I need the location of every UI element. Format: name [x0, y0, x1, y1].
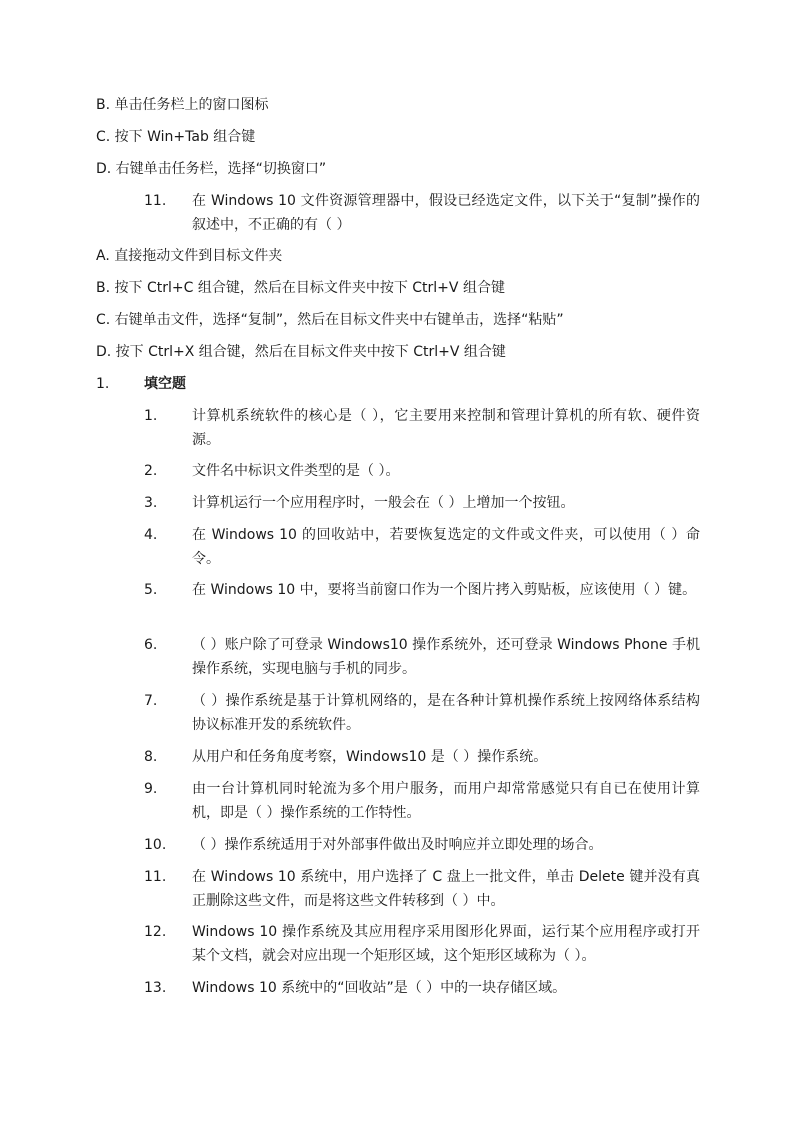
option-c-prev: C. 按下 Win+Tab 组合键: [96, 129, 256, 145]
fill-item-text: 文件名中标识文件类型的是（ ）。: [192, 463, 400, 479]
fill-item-text: 从用户和任务角度考察，Windows10 是（ ）操作系统。: [192, 749, 548, 765]
fill-item-text: 在 Windows 10 中，要将当前窗口作为一个图片拷入剪贴板，应该使用（ ）键。: [192, 582, 697, 598]
section-number: 1.: [96, 376, 110, 392]
option-d: D. 按下 Ctrl+X 组合键，然后在目标文件夹中按下 Ctrl+V 组合键: [96, 344, 506, 360]
option-d-prev: D. 右键单击任务栏，选择“切换窗口”: [96, 161, 327, 177]
fill-item-number: 13.: [144, 980, 167, 996]
fill-item-number: 12.: [144, 924, 167, 940]
fill-item-text: （ ）操作系统是基于计算机网络的，是在各种计算机操作系统上按网络体系结构协议标准开发的系统软件。: [192, 693, 700, 733]
fill-item-number: 9.: [144, 781, 158, 797]
fill-item-text: Windows 10 系统中的“回收站”是（ ）中的一块存储区域。: [192, 980, 567, 996]
fill-item-text: 在 Windows 10 系统中，用户选择了 C 盘上一批文件，单击 Delete 键并没有真正删除这些文件，而是将这些文件转移到（ ）中。: [192, 869, 700, 909]
fill-item-number: 3.: [144, 495, 158, 511]
fill-item-text: 计算机运行一个应用程序时，一般会在（ ）上增加一个按钮。: [192, 495, 575, 511]
fill-item-text: （ ）操作系统适用于对外部事件做出及时响应并立即处理的场合。: [192, 837, 603, 853]
fill-item-number: 10.: [144, 837, 167, 853]
fill-item-number: 2.: [144, 463, 158, 479]
fill-item-text: 计算机系统软件的核心是（ ），它主要用来控制和管理计算机的所有软、硬件资源。: [192, 408, 700, 448]
fill-item-number: 4.: [144, 527, 158, 543]
question-number: 11.: [144, 193, 167, 209]
question-text: 在 Windows 10 文件资源管理器中，假设已经选定文件，以下关于“复制”操作的叙述中，不正确的有（ ）: [192, 193, 700, 233]
option-c: C. 右键单击文件，选择“复制”，然后在目标文件夹中右键单击，选择“粘贴”: [96, 312, 564, 328]
fill-item-text: 在 Windows 10 的回收站中，若要恢复选定的文件或文件夹，可以使用（ ）命令。: [192, 527, 700, 567]
fill-item-text: Windows 10 操作系统及其应用程序采用图形化界面，运行某个应用程序或打开某个文档，就会对应出现一个矩形区域，这个矩形区域称为（ ）。: [192, 924, 700, 964]
fill-item-number: 5.: [144, 582, 158, 598]
fill-item-text: 由一台计算机同时轮流为多个用户服务，而用户却常常感觉只有自已在使用计算机，即是（ ）操作系统的工作特性。: [192, 781, 700, 821]
fill-item-number: 7.: [144, 693, 158, 709]
option-b: B. 按下 Ctrl+C 组合键，然后在目标文件夹中按下 Ctrl+V 组合键: [96, 280, 505, 296]
option-b-prev: B. 单击任务栏上的窗口图标: [96, 97, 269, 113]
fill-item-text: （ ）账户除了可登录 Windows10 操作系统外，还可登录 Windows Phone 手机操作系统，实现电脑与手机的同步。: [192, 637, 700, 677]
section-title: 填空题: [144, 376, 186, 392]
option-a: A. 直接拖动文件到目标文件夹: [96, 248, 283, 264]
fill-item-number: 6.: [144, 637, 158, 653]
fill-item-number: 8.: [144, 749, 158, 765]
fill-item-number: 1.: [144, 408, 158, 424]
fill-item-number: 11.: [144, 869, 167, 885]
